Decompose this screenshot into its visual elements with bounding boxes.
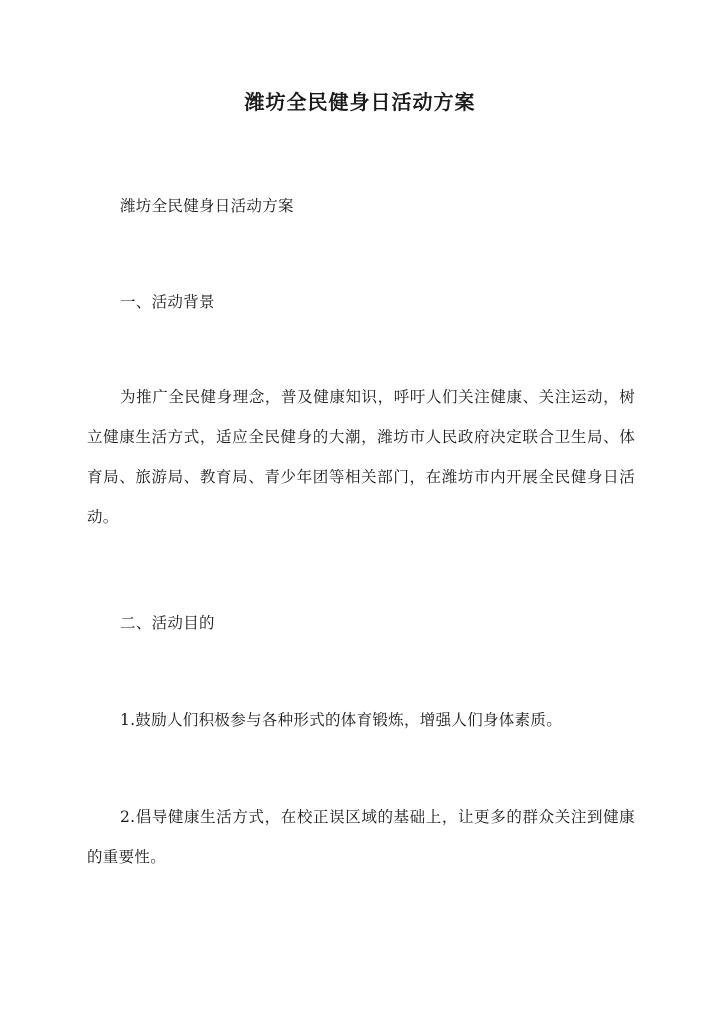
purpose-item-1: 1.鼓励人们积极参与各种形式的体育锻炼，增强人们身体素质。 [120, 711, 562, 729]
document-title: 潍坊全民健身日活动方案 [244, 90, 476, 114]
purpose-item-2: 2.倡导健康生活方式，在校正误区域的基础上，让更多的群众关注到健康的重要性。 [87, 808, 635, 866]
section-heading-purpose: 二、活动目的 [120, 614, 215, 632]
section-heading-background: 一、活动背景 [120, 293, 215, 311]
document-subtitle: 潍坊全民健身日活动方案 [120, 197, 294, 215]
section-body-background: 为推广全民健身理念，普及健康知识，呼吁人们关注健康、关注运动，树立健康生活方式，适应全民健身的大潮，潍坊市人民政府决定联合卫生局、体育局、旅游局、教育局、青少年团等相关部门，在潍坊市内开展全民健身日活动。 [87, 388, 635, 526]
